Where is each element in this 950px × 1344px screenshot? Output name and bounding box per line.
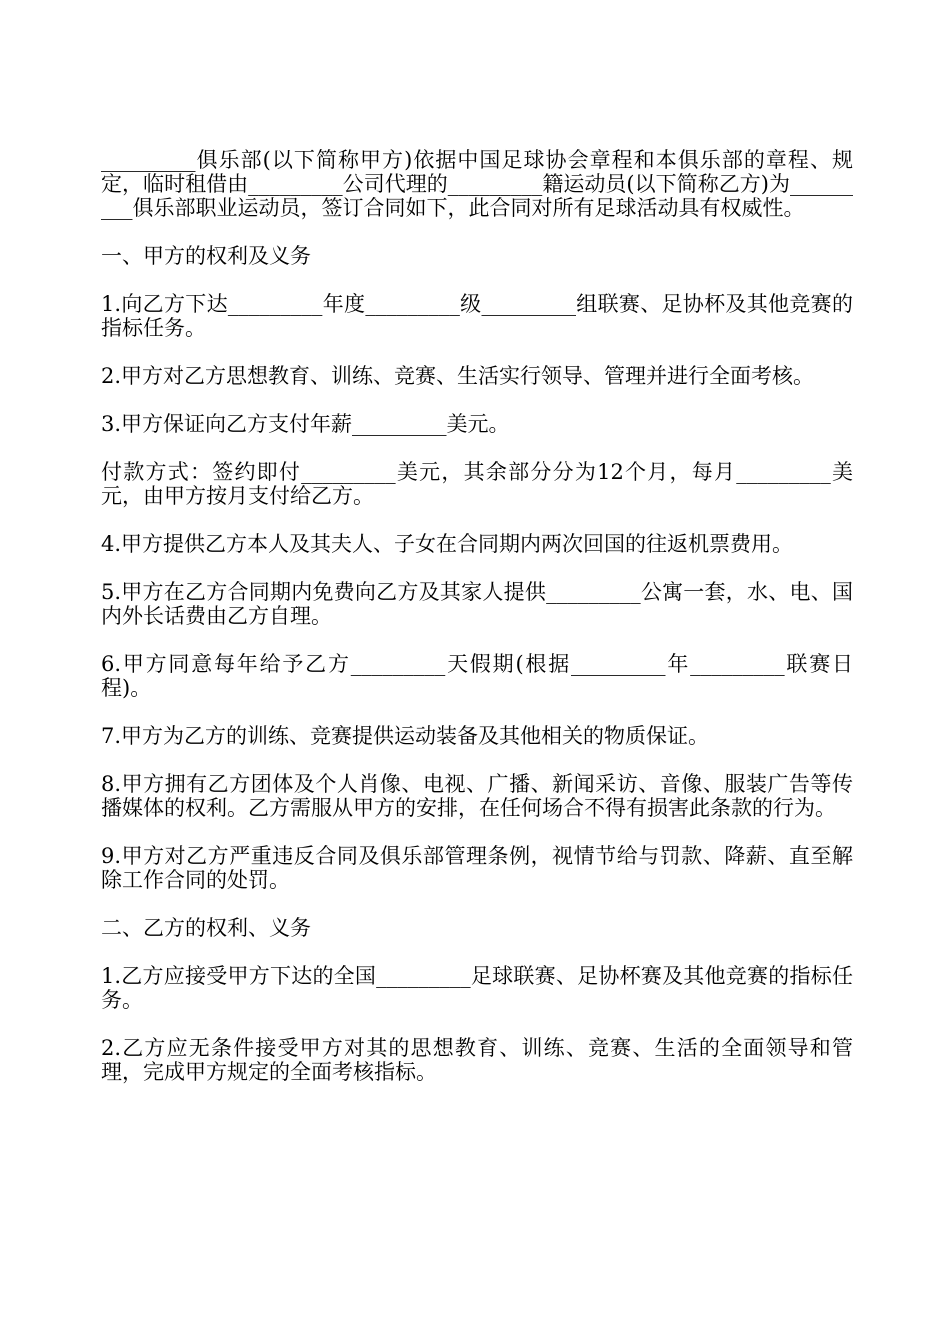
section-heading-party-b: 二、乙方的权利、义务: [101, 916, 311, 940]
clause-a-5: 5.甲方在乙方合同期内免费向乙方及其家人提供_________公寓一套，水、电、国内外长话费由乙方自理。: [101, 580, 853, 628]
clause-b-2: 2.乙方应无条件接受甲方对其的思想教育、训练、竞赛、生活的全面领导和管理，完成甲方规定的全面考核指标。: [101, 1036, 853, 1084]
document-page: [101, 148, 853, 1108]
clause-a-6: 6.甲方同意每年给予乙方_________天假期(根据_________年_________联赛日程)。: [101, 652, 853, 700]
clause-b-1: 1.乙方应接受甲方下达的全国_________足球联赛、足协杯赛及其他竞赛的指标任务。: [101, 964, 853, 1012]
clause-a-9: 9.甲方对乙方严重违反合同及俱乐部管理条例，视情节给与罚款、降薪、直至解除工作合同的处罚。: [101, 844, 853, 892]
intro-paragraph: _________俱乐部(以下简称甲方)依据中国足球协会章程和本俱乐部的章程、规定，临时租借由_________公司代理的_________籍运动员(以下简称乙方)为_________俱乐部职业运动员，签订合同如下，此合同对所有足球活动具有权威性。: [101, 148, 853, 220]
clause-a-4: 4.甲方提供乙方本人及其夫人、子女在合同期内两次回国的往返机票费用。: [101, 532, 794, 556]
clause-a-8: 8.甲方拥有乙方团体及个人肖像、电视、广播、新闻采访、音像、服装广告等传播媒体的权利。乙方需服从甲方的安排，在任何场合不得有损害此条款的行为。: [101, 772, 853, 820]
clause-a-1: 1.向乙方下达_________年度_________级_________组联赛、足协杯及其他竞赛的指标任务。: [101, 292, 853, 340]
payment-method: 付款方式：签约即付_________美元，其余部分分为12个月，每月_________美元，由甲方按月支付给乙方。: [101, 460, 853, 508]
section-heading-party-a: 一、甲方的权利及义务: [101, 244, 311, 268]
clause-a-7: 7.甲方为乙方的训练、竞赛提供运动装备及其他相关的物质保证。: [101, 724, 710, 748]
clause-a-2: 2.甲方对乙方思想教育、训练、竞赛、生活实行领导、管理并进行全面考核。: [101, 364, 815, 388]
clause-a-3: 3.甲方保证向乙方支付年薪_________美元。: [101, 412, 510, 436]
